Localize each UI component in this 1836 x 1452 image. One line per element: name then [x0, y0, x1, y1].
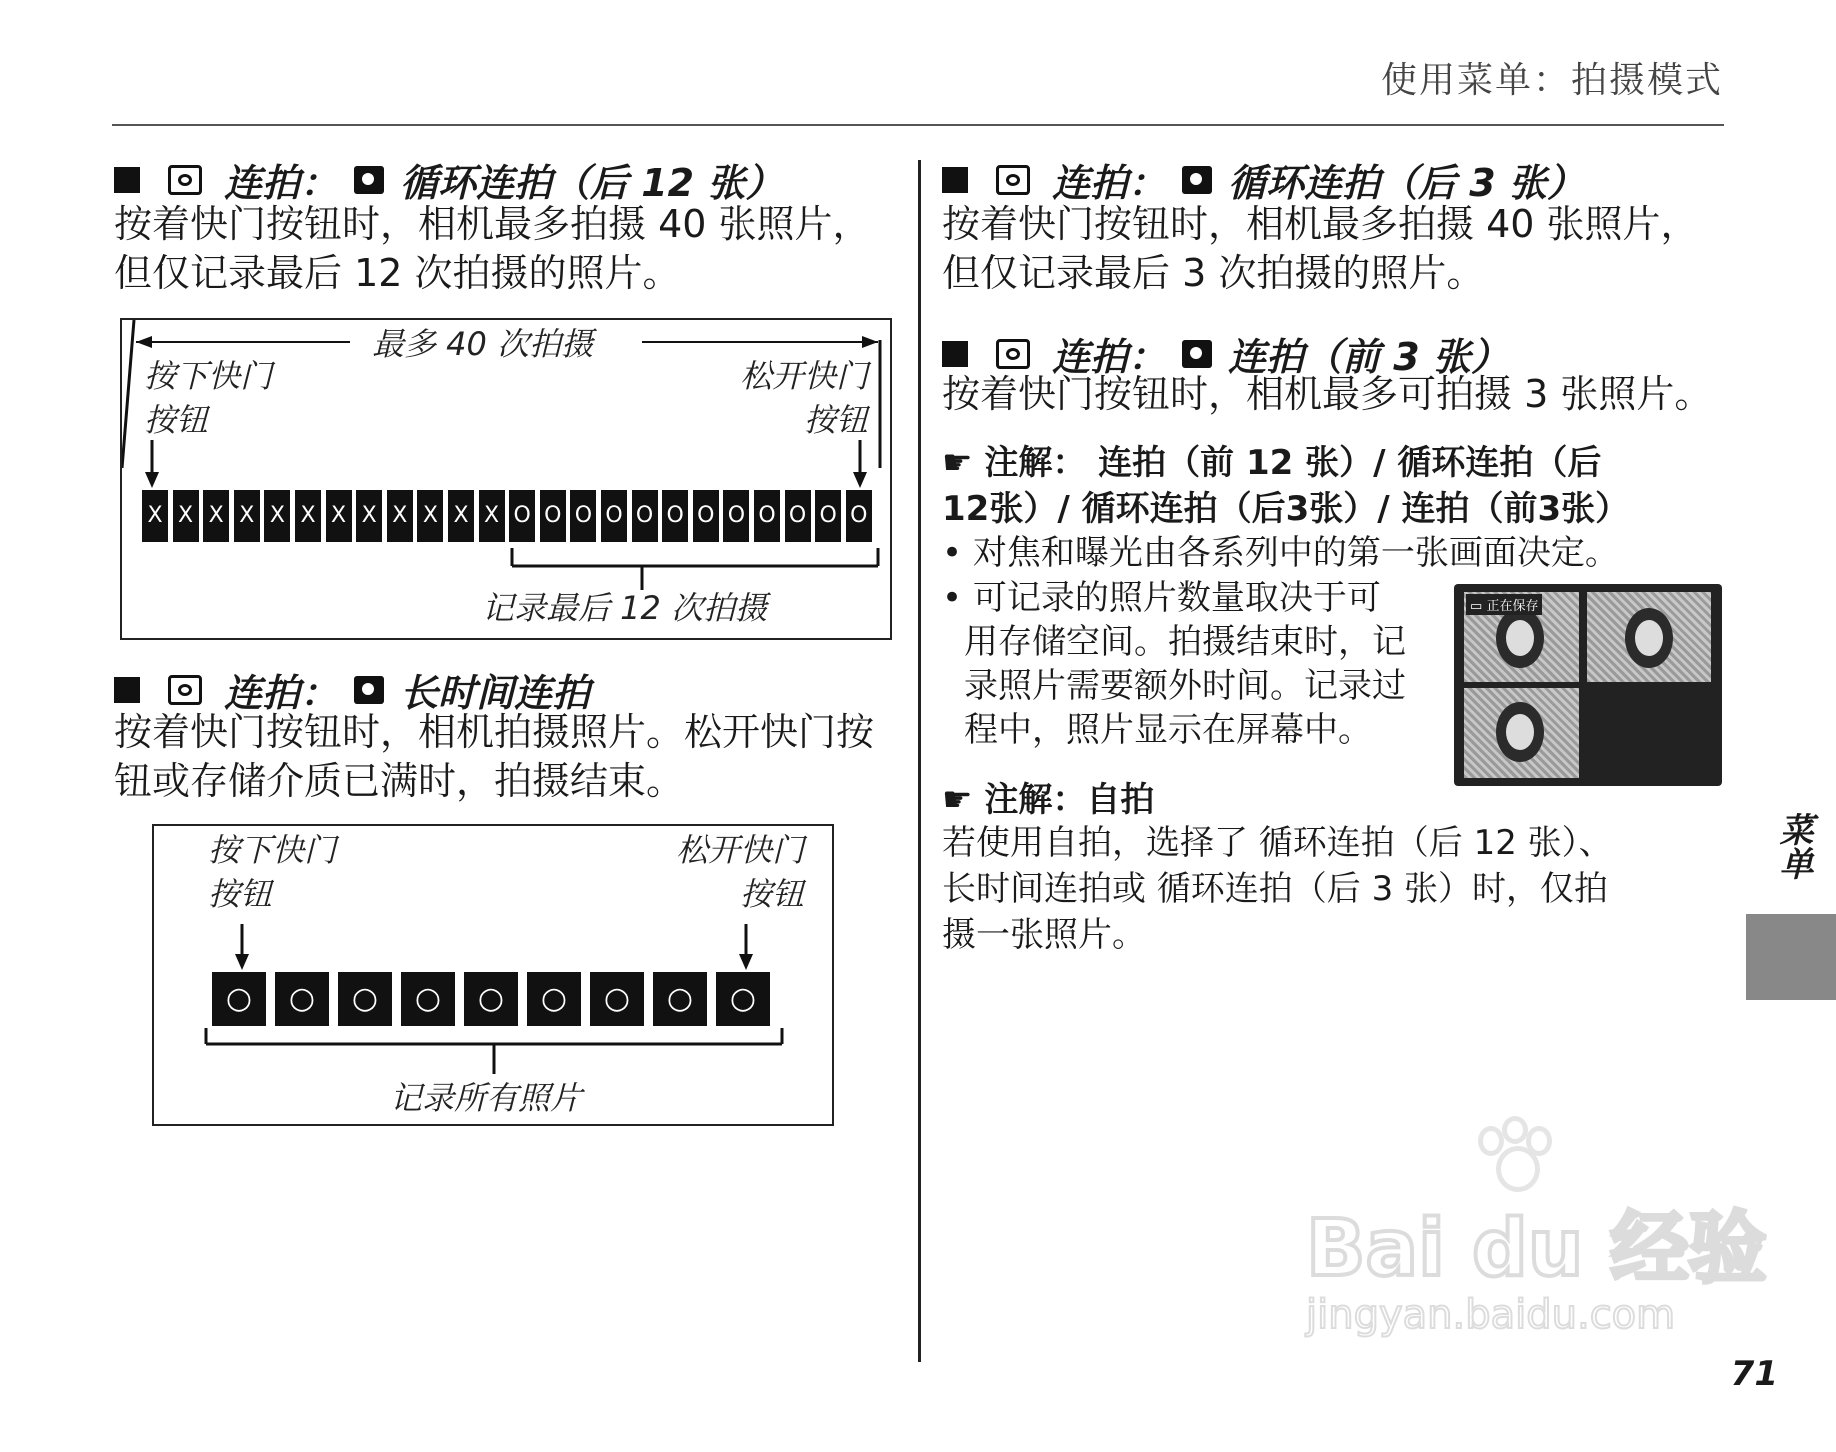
discarded-frame: X [203, 490, 229, 542]
photo-thumbnail [1587, 592, 1711, 682]
recorded-frame: O [601, 490, 627, 542]
discarded-frame: X [448, 490, 474, 542]
page-number: 71 [1730, 1354, 1778, 1394]
bullet-square-icon [942, 341, 968, 367]
discarded-frame: X [173, 490, 199, 542]
recorded-frame: O [509, 490, 535, 542]
section-heading-loop-last3: 连拍： 循环连拍（后 3 张） [942, 152, 1585, 207]
diagram-long-continuous [152, 824, 834, 1126]
recorded-frame: ○ [401, 972, 455, 1026]
discarded-frame: X [479, 490, 505, 542]
long-continuous-icon [354, 676, 384, 704]
recorded-frame: O [754, 490, 780, 542]
paw-logo-icon [1466, 1116, 1556, 1196]
note-bullet: • 对焦和曝光由各系列中的第一张画面决定。 [942, 533, 1619, 573]
section-body: 按着快门按钮时，相机拍摄照片。松开快门按 钮或存储介质已满时，拍摄结束。 [114, 710, 875, 803]
recorded-frame: O [723, 490, 749, 542]
recorded-frame: O [662, 490, 688, 542]
discarded-frame: X [356, 490, 382, 542]
recorded-frame: ○ [527, 972, 581, 1026]
continuous-camera-icon [168, 165, 202, 195]
note-heading: ☛ 注解：自拍 [942, 780, 1155, 820]
discarded-frame: X [326, 490, 352, 542]
recorded-all-label: 记录所有照片 [390, 1079, 583, 1117]
max-shots-label: 最多 40 次拍摄 [372, 325, 594, 363]
bullet-square-icon [114, 167, 140, 193]
bullet-square-icon [114, 677, 140, 703]
continuous-camera-icon [996, 165, 1030, 195]
section-body: 按着快门按钮时，相机最多拍摄 40 张照片， 但仅记录最后 3 次拍摄的照片。 [942, 202, 1699, 295]
loop-shooting-icon [354, 166, 384, 194]
photo-thumbnail [1464, 688, 1579, 778]
discarded-frame: X [264, 490, 290, 542]
recorded-frame: O [570, 490, 596, 542]
recorded-frame: ○ [590, 972, 644, 1026]
discarded-frame: X [234, 490, 260, 542]
recorded-frame: ○ [338, 972, 392, 1026]
note-heading: ☛ 注解： 连拍（前 12 张）/ 循环连拍（后 12张）/ 循环连拍（后3张）/ 连拍（前3张） [942, 443, 1630, 529]
side-tab-label: 菜单 [1773, 812, 1813, 880]
note-bullet: • 可记录的照片数量取决于可 用存储空间。拍摄结束时，记 录照片需要额外时间。记录过 程中，照片显示在屏幕中。 [942, 578, 1406, 750]
release-label: 松开快门 按钮 [675, 831, 804, 913]
recorded-last12-label: 记录最后 12 次拍摄 [482, 589, 768, 627]
recorded-frame: ○ [716, 972, 770, 1026]
note-body: 若使用自拍，选择了 循环连拍（后 12 张）、 长时间连拍或 循环连拍（后 3 张）时，仅拍 摄一张照片。 [942, 823, 1613, 955]
recorded-frame: ○ [464, 972, 518, 1026]
release-label: 松开快门 按钮 [739, 357, 868, 439]
recorded-frame: O [785, 490, 811, 542]
diagram-loop-last12 [120, 318, 892, 640]
section-heading-first3: 连拍： 连拍（前 3 张） [942, 326, 1509, 381]
section-heading-loop-last12: 连拍： 循环连拍（后 12 张） [114, 152, 783, 207]
header-rule [112, 124, 1724, 126]
saving-indicator: ▭ 正在保存 [1466, 594, 1542, 615]
pointing-hand-icon: ☛ [942, 780, 973, 820]
recorded-frame: O [632, 490, 658, 542]
page-header: 使用菜单：拍摄模式 [1380, 60, 1723, 101]
first3-icon [1182, 340, 1212, 368]
section-heading-long-continuous: 连拍： 长时间连拍 [114, 662, 590, 717]
recorded-frame: O [815, 490, 841, 542]
bullet-square-icon [942, 167, 968, 193]
section-body: 按着快门按钮时，相机最多拍摄 40 张照片， 但仅记录最后 12 次拍摄的照片。 [114, 202, 871, 295]
press-label: 按下快门 按钮 [144, 357, 273, 439]
discarded-frame: X [387, 490, 413, 542]
recorded-frame: O [540, 490, 566, 542]
continuous-camera-icon [168, 675, 202, 705]
saving-screen-illustration [1454, 584, 1722, 786]
recorded-frame: ○ [275, 972, 329, 1026]
column-divider [918, 160, 921, 1362]
press-label: 按下快门 按钮 [208, 831, 337, 913]
recorded-frame: O [693, 490, 719, 542]
recorded-frame: ○ [212, 972, 266, 1026]
discarded-frame: X [417, 490, 443, 542]
side-tab [1746, 914, 1836, 1000]
discarded-frame: X [142, 490, 168, 542]
discarded-frame: X [295, 490, 321, 542]
loop-last3-icon [1182, 166, 1212, 194]
continuous-camera-icon [996, 339, 1030, 369]
recorded-frame: ○ [653, 972, 707, 1026]
memory-card-icon: ▭ [1470, 599, 1483, 614]
baidu-watermark: Bai du 经验 jingyan.baidu.com [1306, 1186, 1767, 1338]
section-body: 按着快门按钮时，相机最多可拍摄 3 张照片。 [942, 372, 1713, 416]
pointing-hand-icon: ☛ [942, 443, 973, 483]
recorded-frame: O [846, 490, 872, 542]
